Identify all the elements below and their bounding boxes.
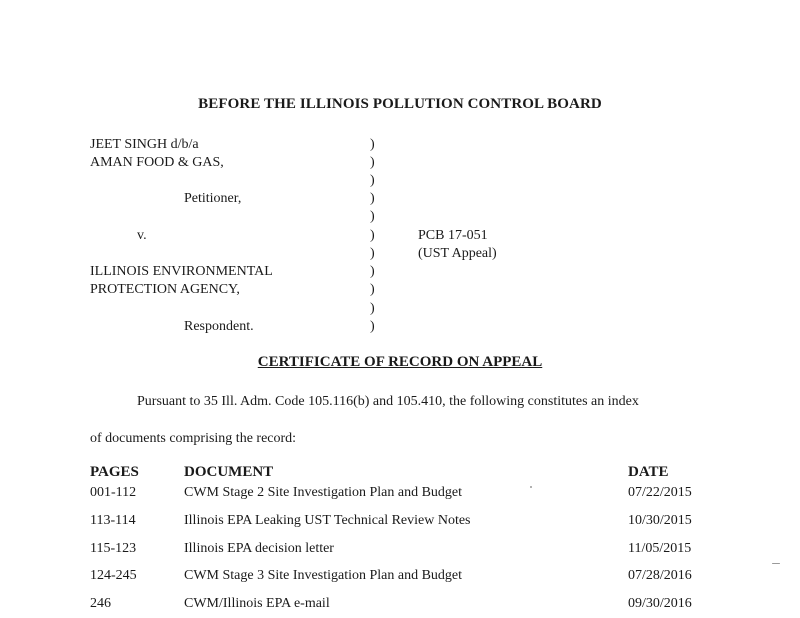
respondent-name-line1: ILLINOIS ENVIRONMENTAL xyxy=(90,264,273,279)
column-header-document: DOCUMENT xyxy=(184,464,274,480)
case-type: (UST Appeal) xyxy=(418,246,497,261)
row-document: Illinois EPA Leaking UST Technical Review Notes xyxy=(184,513,471,528)
petitioner-name-line1: JEET SINGH d/b/a xyxy=(90,137,199,152)
intro-paragraph-line2: of documents comprising the record: xyxy=(90,431,297,446)
column-header-date: DATE xyxy=(628,464,669,480)
caption-paren: ) xyxy=(370,191,375,206)
row-document: CWM Stage 2 Site Investigation Plan and Budget xyxy=(184,485,463,500)
caption-paren: ) xyxy=(370,155,375,170)
scan-speck xyxy=(530,486,532,488)
row-date: 07/28/2016 xyxy=(628,568,692,583)
caption-paren: ) xyxy=(370,228,375,243)
row-pages: 115-123 xyxy=(90,541,137,556)
certificate-title: CERTIFICATE OF RECORD ON APPEAL xyxy=(257,354,543,370)
board-heading: BEFORE THE ILLINOIS POLLUTION CONTROL BOARD xyxy=(198,96,602,112)
scan-speck xyxy=(772,563,780,564)
petitioner-role: Petitioner, xyxy=(184,191,242,206)
column-header-pages: PAGES xyxy=(90,464,139,480)
caption-paren: ) xyxy=(370,301,375,316)
row-document: Illinois EPA decision letter xyxy=(184,541,334,556)
table-row xyxy=(0,512,800,532)
table-row xyxy=(0,567,800,587)
row-date: 09/30/2016 xyxy=(628,596,692,611)
caption-paren: ) xyxy=(370,246,375,261)
row-document: CWM/Illinois EPA e-mail xyxy=(184,596,330,611)
intro-paragraph-line1: Pursuant to 35 Ill. Adm. Code 105.116(b) and 105.410, the following constitutes an index xyxy=(137,394,639,409)
caption-paren: ) xyxy=(370,137,375,152)
case-number: PCB 17-051 xyxy=(418,228,488,243)
caption-paren: ) xyxy=(370,282,375,297)
row-pages: 113-114 xyxy=(90,513,136,528)
row-document: CWM Stage 3 Site Investigation Plan and Budget xyxy=(184,568,463,583)
row-date: 11/05/2015 xyxy=(628,541,692,556)
row-date: 10/30/2015 xyxy=(628,513,692,528)
caption-paren: ) xyxy=(370,319,375,334)
respondent-role: Respondent. xyxy=(184,319,254,334)
caption-paren: ) xyxy=(370,264,375,279)
table-row xyxy=(0,540,800,560)
respondent-name-line2: PROTECTION AGENCY, xyxy=(90,282,240,297)
row-pages: 124-245 xyxy=(90,568,137,583)
row-pages: 001-112 xyxy=(90,485,137,500)
table-row xyxy=(0,484,800,504)
caption-paren: ) xyxy=(370,209,375,224)
caption-paren: ) xyxy=(370,173,375,188)
petitioner-name-line2: AMAN FOOD & GAS, xyxy=(90,155,224,170)
row-pages: 246 xyxy=(90,596,111,611)
row-date: 07/22/2015 xyxy=(628,485,692,500)
table-row xyxy=(0,595,800,615)
versus-label: v. xyxy=(137,228,147,243)
